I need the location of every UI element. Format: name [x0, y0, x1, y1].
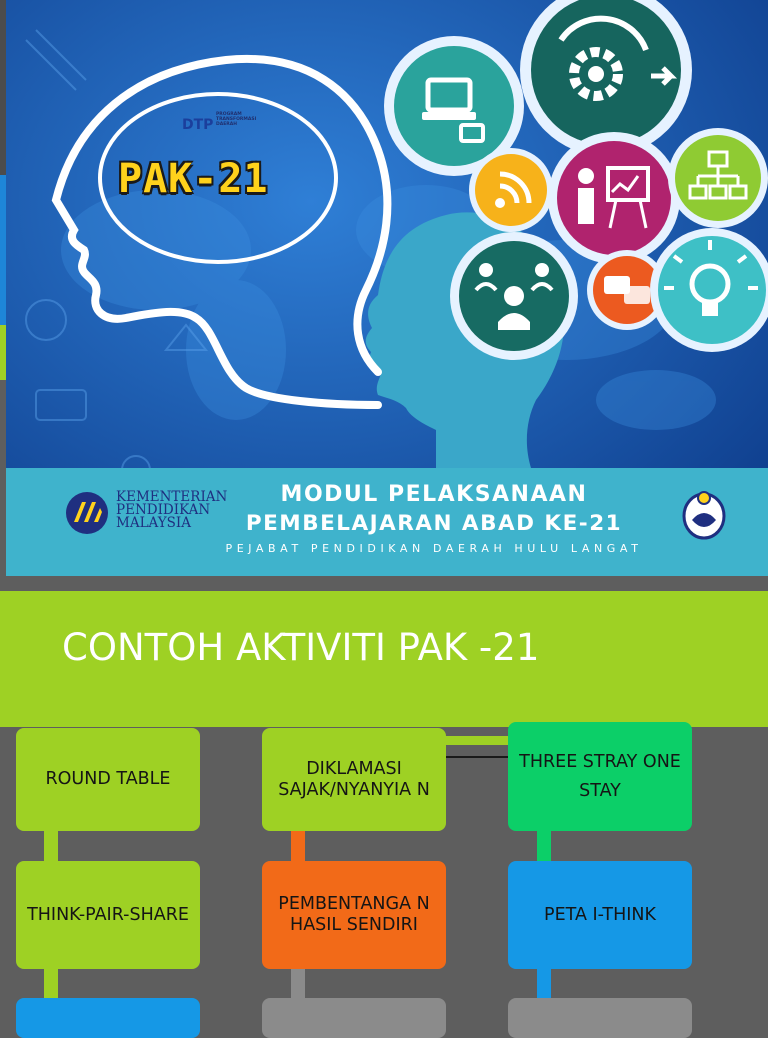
- ministry-name: [116, 491, 227, 530]
- connector-line: [537, 968, 551, 1000]
- activity-peta-ithink: [508, 861, 692, 969]
- ministry-line-1: KEMENTERIAN: [116, 489, 228, 505]
- connector-line: [291, 830, 305, 862]
- activity-box-partial: [508, 998, 692, 1038]
- ministry-line-3: MALAYSIA: [116, 515, 191, 531]
- module-cover-image: [6, 0, 768, 576]
- connector-line: [537, 830, 551, 862]
- pak21-logo: PAK-21: [118, 156, 269, 202]
- wifi-icon-circle: [469, 148, 553, 232]
- connector-line: [291, 968, 305, 1000]
- activity-three-stray: [508, 722, 692, 831]
- program-logo-subtext: PROGRAM TRANSFORMASI DAERAH: [216, 112, 257, 127]
- activity-label: ROUND TABLE: [45, 769, 171, 789]
- activity-label: PEMBENTANGA N HASIL SENDIRI: [278, 894, 430, 935]
- module-title-line-1: MODUL PELAKSANAAN: [280, 482, 588, 507]
- connector-line: [445, 736, 509, 745]
- slide-title: CONTOH AKTIVITI PAK -21: [62, 626, 540, 669]
- activity-label: PETA I-THINK: [544, 904, 656, 925]
- activity-pembentangan: [262, 861, 446, 969]
- activity-label: THINK-PAIR-SHARE: [27, 904, 189, 925]
- ministry-emblem-icon: [64, 490, 110, 536]
- program-logo: DTP: [182, 117, 214, 133]
- activity-think-pair-share: [16, 861, 200, 969]
- ministry-line-2: PENDIDIKAN: [116, 502, 211, 518]
- connector-line: [44, 968, 58, 1000]
- activity-label: THREE STRAY ONE STAY: [519, 751, 681, 801]
- connector-line: [44, 830, 58, 862]
- presenter-chart-icon-circle: [548, 132, 680, 264]
- activity-box-partial: [262, 998, 446, 1038]
- connector-line: [445, 756, 509, 758]
- group-discussion-icon-circle: [450, 232, 578, 360]
- district-office-name: PEJABAT PENDIDIKAN DAERAH HULU LANGAT: [225, 542, 643, 555]
- activity-diklamasi: [262, 728, 446, 831]
- district-office-emblem-icon: [680, 488, 728, 540]
- module-title-line-2: PEMBELAJARAN ABAD KE-21: [245, 511, 623, 536]
- hierarchy-icon-circle: [668, 128, 768, 228]
- activity-round-table: [16, 728, 200, 831]
- activity-label: DIKLAMASI SAJAK/NYANYIA N: [278, 758, 430, 800]
- activity-box-partial: [16, 998, 200, 1038]
